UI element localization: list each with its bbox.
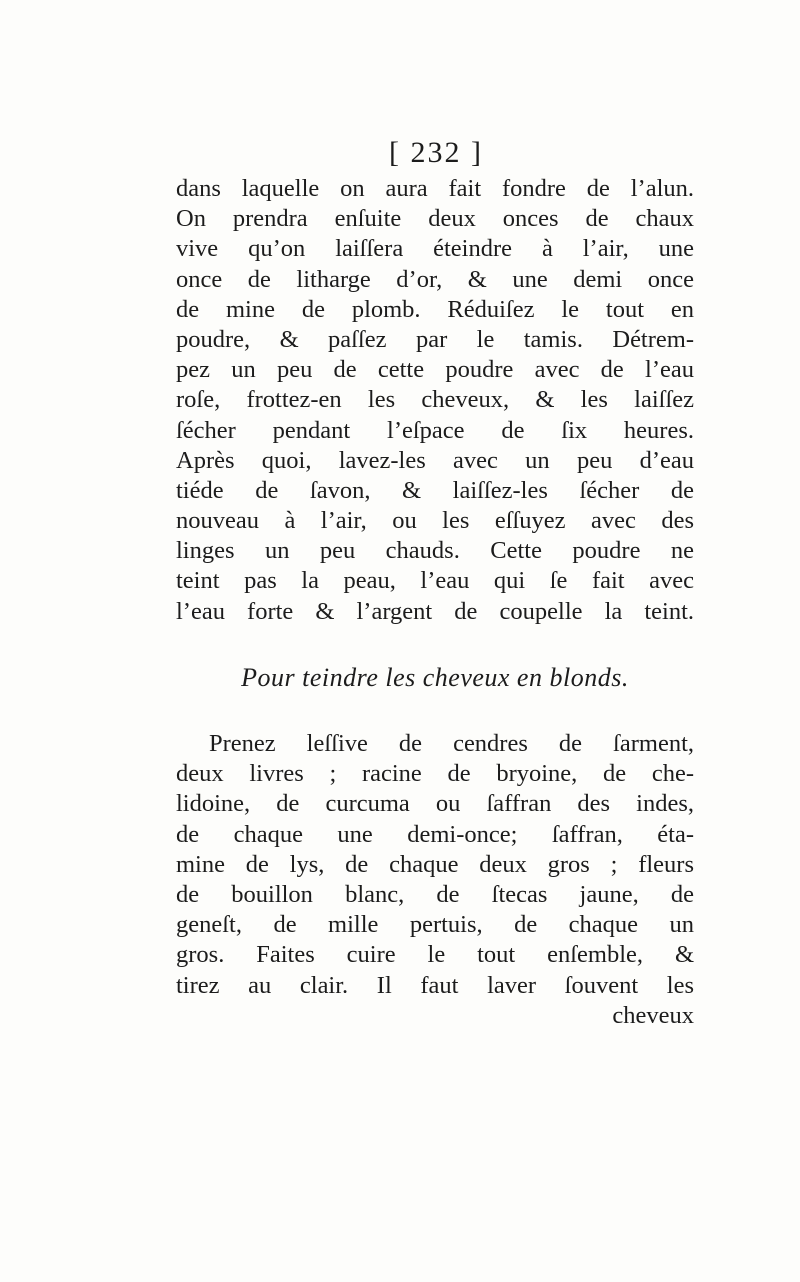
catchword: cheveux: [612, 1001, 694, 1029]
text-line: deux livres ; racine de bryoine, de che-: [176, 760, 694, 788]
text-line: de chaque une demi-once; ſaffran, éta-: [176, 820, 694, 848]
paragraph-2: [176, 729, 694, 1031]
paragraph-1: [176, 174, 694, 627]
text-line: linges un peu chauds. Cette poudre ne: [176, 537, 694, 565]
text-line: nouveau à l’air, ou les eſſuyez avec des: [176, 507, 694, 535]
text-line: Prenez leſſive de cendres de ſarment,: [209, 730, 694, 757]
text-line: mine de lys, de chaque deux gros ; fleurs: [176, 850, 694, 878]
text-line: teint pas la peau, l’eau qui ſe fait avec: [176, 567, 694, 595]
text-line: ſécher pendant l’eſpace de ſix heures.: [176, 416, 694, 444]
text-line: Après quoi, lavez-les avec un peu d’eau: [176, 446, 694, 474]
text-line: gros. Faites cuire le tout enſemble, &: [176, 941, 694, 969]
text-line: vive qu’on laiſſera éteindre à l’air, une: [176, 235, 694, 263]
text-line: once de litharge d’or, & une demi once: [176, 265, 694, 293]
text-line: geneſt, de mille pertuis, de chaque un: [176, 911, 694, 939]
text-line: pez un peu de cette poudre avec de l’eau: [176, 356, 694, 384]
page-number: [ 232 ]: [389, 136, 483, 169]
text-line: l’eau forte & l’argent de coupelle la teint.: [176, 597, 694, 625]
section-heading: Pour teindre les cheveux en blonds.: [241, 663, 629, 692]
text-line: de bouillon blanc, de ſtecas jaune, de: [176, 880, 694, 908]
text-line: tirez au clair. Il faut laver ſouvent les: [176, 971, 694, 999]
text-line: poudre, & paſſez par le tamis. Détrem-: [176, 325, 694, 353]
text-line: On prendra enſuite deux onces de chaux: [176, 205, 694, 233]
text-line: tiéde de ſavon, & laiſſez-les ſécher de: [176, 476, 694, 504]
text-line: lidoine, de curcuma ou ſaffran des indes,: [176, 790, 694, 818]
text-line: de mine de plomb. Réduiſez le tout en: [176, 295, 694, 323]
text-line: roſe, frottez-en les cheveux, & les laiſſez: [176, 386, 694, 414]
text-line: dans laquelle on aura fait fondre de l’alun.: [176, 175, 694, 202]
